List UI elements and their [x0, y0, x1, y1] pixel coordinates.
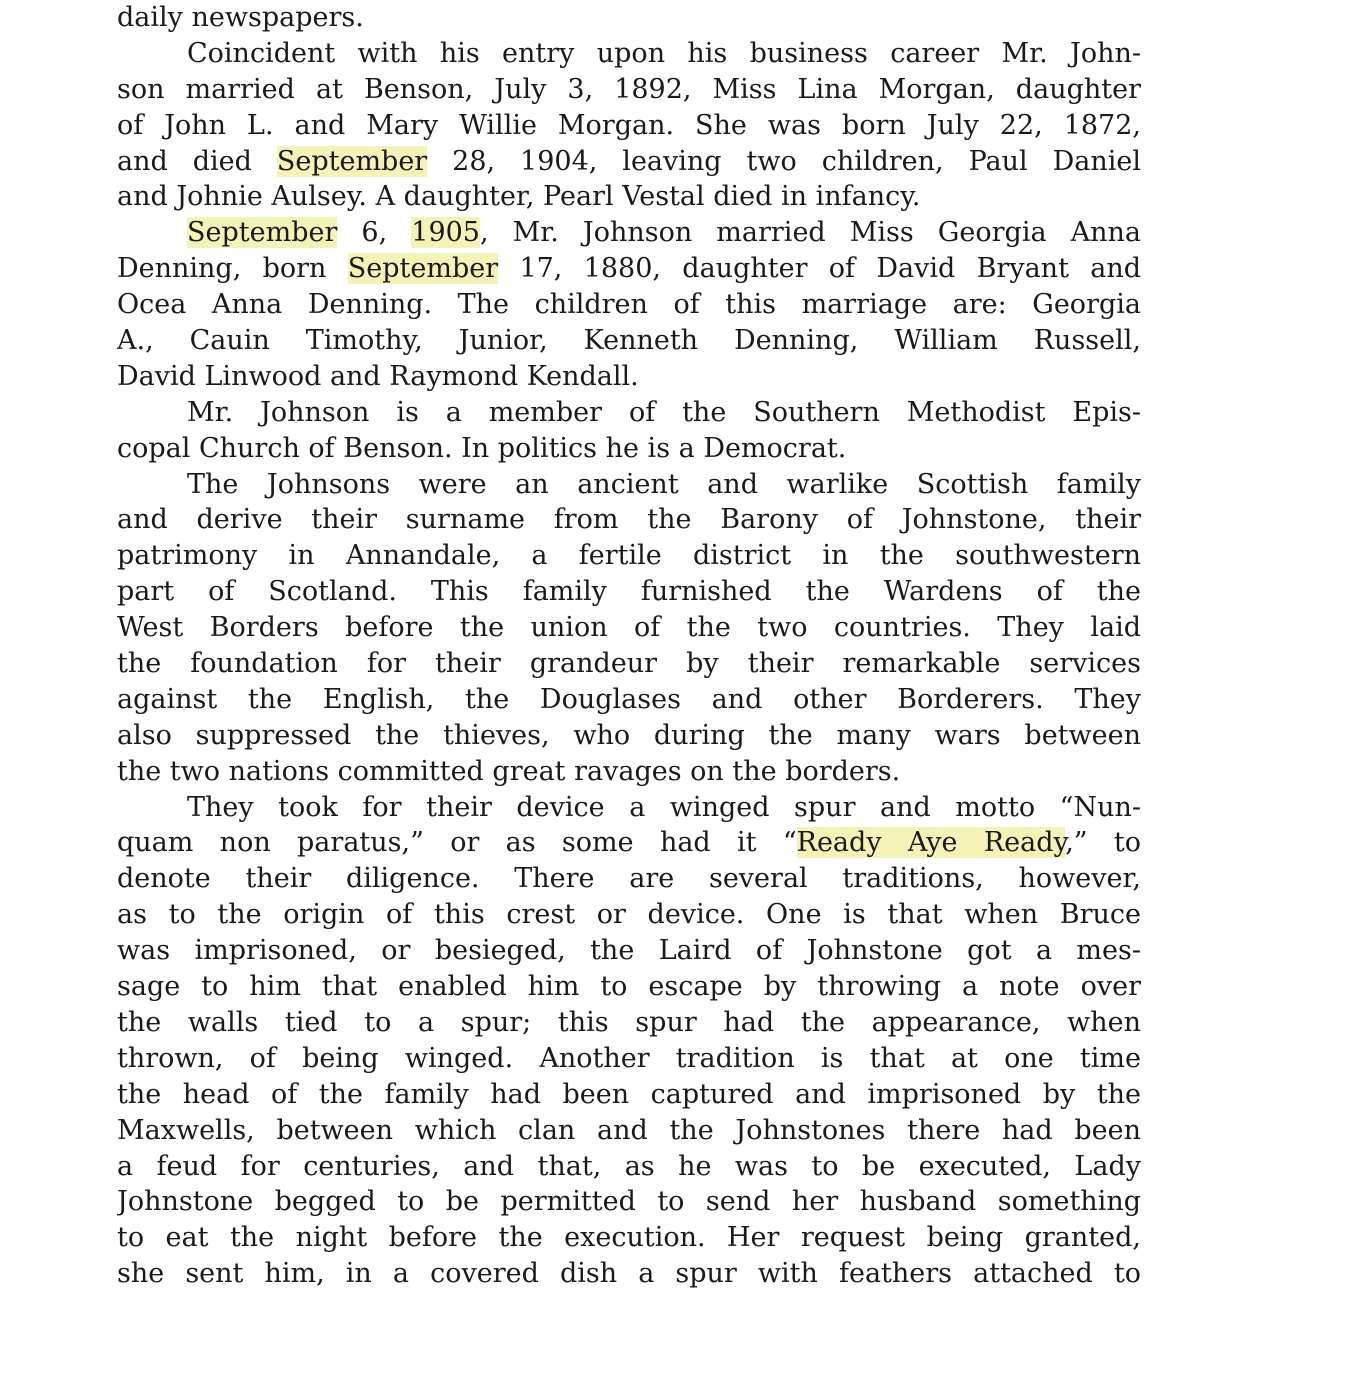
text-segment: , Mr. Johnson married Miss Georgia Anna — [479, 217, 1141, 249]
text-line: Mr. Johnson is a member of the Southern Methodist Epis- — [187, 396, 1141, 428]
text-line: thrown, of being winged. Another tradition is that at one time — [117, 1042, 1141, 1074]
document-page — [117, 0, 1141, 1292]
text-line: sage to him that enabled him to escape by throwing a note over — [117, 971, 1141, 1003]
text-line: of John L. and Mary Willie Morgan. She was born July 22, 1872, — [117, 109, 1141, 141]
text-line: Ocea Anna Denning. The children of this marriage are: Georgia — [117, 289, 1141, 321]
text-line: the head of the family had been captured and imprisoned by the — [117, 1078, 1141, 1110]
text-line: son married at Benson, July 3, 1892, Miss Lina Morgan, daughter — [117, 73, 1141, 105]
text-line: as to the origin of this crest or device. One is that when Bruce — [117, 899, 1141, 931]
text-line: and Johnie Aulsey. A daughter, Pearl Vestal died in infancy. — [117, 181, 921, 213]
text-segment: ,” to — [1065, 827, 1141, 859]
text-line: against the English, the Douglases and other Borderers. They — [117, 683, 1141, 715]
text-line: and derive their surname from the Barony of Johnstone, their — [117, 504, 1141, 536]
text-segment: Denning, born — [117, 253, 348, 285]
text-segment: 17, 1880, daughter of David Bryant and — [498, 253, 1141, 285]
text-line: Coincident with his entry upon his business career Mr. John- — [187, 37, 1141, 69]
text-line: denote their diligence. There are several traditions, however, — [117, 863, 1141, 895]
highlighted-text: September — [276, 145, 428, 177]
text-line — [117, 144, 1141, 180]
text-line: she sent him, in a covered dish a spur with feathers attached to — [117, 1258, 1141, 1290]
text-line: Johnstone begged to be permitted to send her husband something — [117, 1186, 1141, 1218]
text-segment: 6, — [337, 217, 412, 249]
highlighted-text: September — [347, 253, 499, 285]
text-line: a feud for centuries, and that, as he was to be executed, Lady — [117, 1150, 1141, 1182]
text-line: patrimony in Annandale, a fertile district in the southwestern — [117, 540, 1141, 572]
text-line: the two nations committed great ravages on the borders. — [117, 755, 901, 787]
text-line: copal Church of Benson. In politics he is a Democrat. — [117, 432, 847, 464]
text-line: They took for their device a winged spur and motto “Nun- — [187, 791, 1141, 823]
text-segment: quam non paratus,” or as some had it “ — [117, 827, 797, 859]
text-line: The Johnsons were an ancient and warlike Scottish family — [187, 468, 1141, 500]
text-line: Maxwells, between which clan and the Johnstones there had been — [117, 1114, 1141, 1146]
text-line: the foundation for their grandeur by their remarkable services — [117, 648, 1141, 680]
text-line: daily newspapers. — [117, 2, 364, 33]
highlighted-text: Ready Aye Ready — [796, 827, 1066, 859]
text-segment: 28, 1904, leaving two children, Paul Daniel — [427, 145, 1141, 177]
highlighted-text: 1905 — [411, 217, 480, 249]
text-line: David Linwood and Raymond Kendall. — [117, 360, 639, 392]
text-line: A., Cauin Timothy, Junior, Kenneth Denning, William Russell, — [117, 325, 1141, 357]
text-line — [117, 215, 1141, 251]
text-line — [117, 825, 1141, 861]
text-line — [117, 251, 1141, 287]
text-line: was imprisoned, or besieged, the Laird of Johnstone got a mes- — [117, 935, 1141, 967]
text-line: to eat the night before the execution. Her request being granted, — [117, 1222, 1141, 1254]
text-line: West Borders before the union of the two countries. They laid — [117, 612, 1141, 644]
text-line: part of Scotland. This family furnished the Wardens of the — [117, 576, 1141, 608]
highlighted-text: September — [187, 217, 338, 249]
text-line: the walls tied to a spur; this spur had the appearance, when — [117, 1006, 1141, 1038]
text-segment: and died — [117, 145, 277, 177]
text-line: also suppressed the thieves, who during the many wars between — [117, 719, 1141, 751]
